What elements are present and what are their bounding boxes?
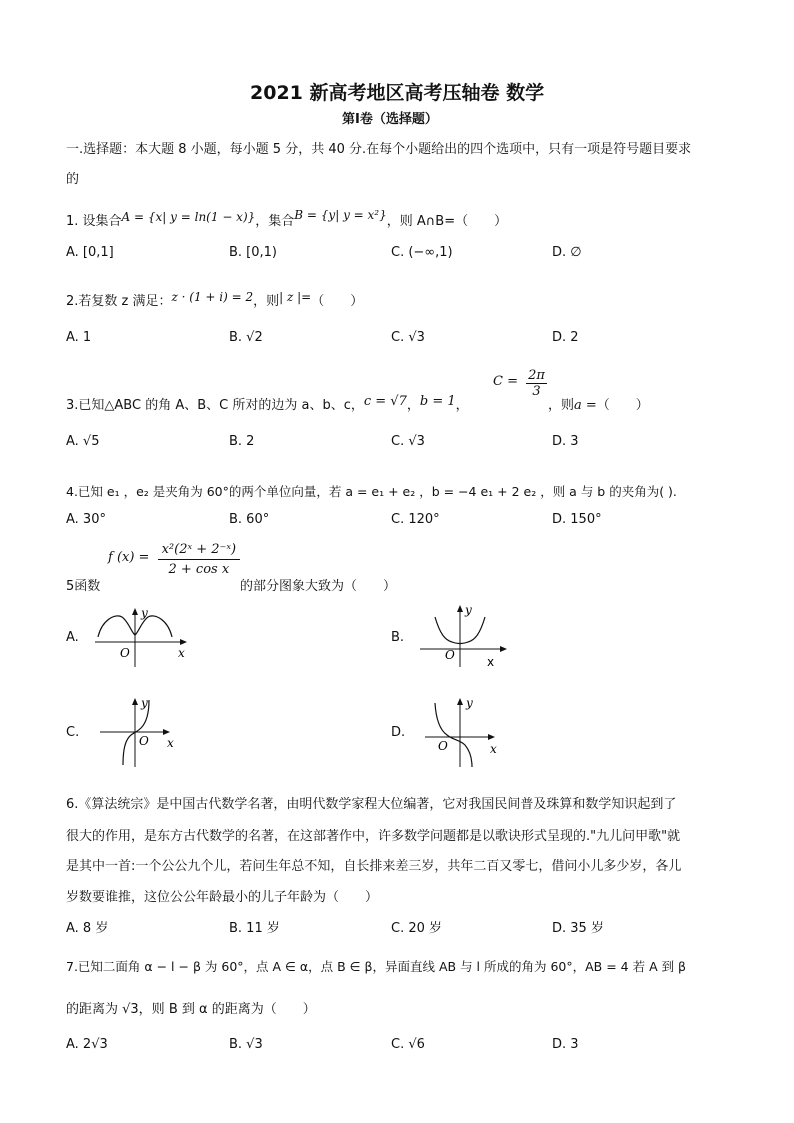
q3-option-b[interactable]: B. 2 <box>229 434 255 449</box>
q5a-x-label: x <box>178 646 185 660</box>
q3-text-3: ， <box>455 398 469 413</box>
question-1 <box>66 210 507 229</box>
q3-option-d[interactable]: D. 3 <box>552 434 579 449</box>
q5d-x-label: x <box>490 742 497 756</box>
q1-set-b: B = {y| y = x²} <box>294 208 387 222</box>
q5-graph-b <box>415 602 525 672</box>
q4-option-b[interactable]: B. 60° <box>229 512 270 527</box>
q6-line-2: 很大的作用，是东方古代数学的名著，在这部著作中，许多数学问题都是以歌诀形式呈现的."九儿问甲歌"就 <box>66 829 681 844</box>
q7-option-d[interactable]: D. 3 <box>552 1037 579 1052</box>
q3-tail <box>548 394 649 413</box>
q1-option-b[interactable]: B. [0,1) <box>229 245 278 260</box>
q3-a-unknown: a = <box>574 398 597 413</box>
q5-option-a[interactable]: A. <box>66 630 79 645</box>
q3-fraction-den: 3 <box>532 384 541 399</box>
q5-graph-c <box>95 695 205 770</box>
q2-text-2: ，则 <box>253 294 280 309</box>
q3-fraction-num: 2π <box>528 368 545 383</box>
q5-graph-d <box>420 695 530 770</box>
q1-text-2: ，集合 <box>255 214 295 229</box>
section-subtitle: 第Ⅰ卷（选择题） <box>342 112 438 127</box>
q7-option-b[interactable]: B. √3 <box>229 1037 263 1052</box>
q6-line-1: 6.《算法统宗》是中国古代数学名著，由明代数学家程大位编著，它对我国民间普及珠算和数学知识起到了 <box>66 797 677 812</box>
q5-graph-a <box>90 605 200 670</box>
q5c-x-label: x <box>167 736 174 750</box>
q2-option-d[interactable]: D. 2 <box>552 330 579 345</box>
q5b-y-label: y <box>465 603 472 617</box>
q3-text-2: ， <box>406 398 420 413</box>
q7-line-2: 的距离为 √3，则 B 到 α 的距离为（ ） <box>66 1002 316 1017</box>
q7-line-1: 7.已知二面角 α − l − β 为 60°，点 A ∈ α，点 B ∈ β，异面直线 AB 与 l 所成的角为 60°，AB = 4 若 A 到 β <box>66 959 687 974</box>
q3-option-c[interactable]: C. √3 <box>391 434 425 449</box>
q1-option-d[interactable]: D. ∅ <box>552 245 582 260</box>
q5-function <box>108 542 240 577</box>
q4-option-d[interactable]: D. 150° <box>552 512 602 527</box>
q3-option-a[interactable]: A. √5 <box>66 434 100 449</box>
q3-b-value: b = 1 <box>419 394 456 409</box>
q5c-origin-label: O <box>139 734 149 748</box>
q6-option-b[interactable]: B. 11 岁 <box>229 921 280 936</box>
q2-modulus: | z |= <box>279 290 312 304</box>
q1-text-3: ，则 A∩B=（ ） <box>386 214 508 229</box>
q1-option-a[interactable]: A. [0,1] <box>66 245 114 260</box>
q2-text-3: （ ） <box>311 294 364 309</box>
question-3 <box>66 368 469 413</box>
q2-option-c[interactable]: C. √3 <box>391 330 425 345</box>
q5-option-d[interactable]: D. <box>391 725 406 740</box>
q5-text-1: 5函数 <box>66 579 101 594</box>
q5-option-b[interactable]: B. <box>391 630 405 645</box>
q6-option-c[interactable]: C. 20 岁 <box>391 921 443 936</box>
q7-option-a[interactable]: A. 2√3 <box>66 1037 108 1052</box>
q3-angle-c <box>493 368 547 399</box>
q3-angle-label: C = <box>493 374 518 389</box>
q5a-y-label: y <box>141 606 148 620</box>
q3-text-5: （ ） <box>596 398 649 413</box>
q2-option-a[interactable]: A. 1 <box>66 330 92 345</box>
q2-equation: z · (1 + i) = 2 <box>171 290 254 304</box>
page-title: 2021 新高考地区高考压轴卷 数学 <box>250 82 545 104</box>
q5c-y-label: y <box>141 696 148 710</box>
section-instructions-line1: 一.选择题：本大题 8 小题，每小题 5 分，共 40 分.在每个小题给出的四个选项中，只有一项是符号题目要求 <box>66 142 692 157</box>
q1-text-1: 1. 设集合 <box>66 214 122 229</box>
q1-set-a: A = {x| y = ln(1 − x)} <box>121 210 256 224</box>
q4-option-a[interactable]: A. 30° <box>66 512 106 527</box>
q1-option-c[interactable]: C. (−∞,1) <box>391 245 453 260</box>
question-4: 4.已知 e₁ ，e₂ 是夹角为 60°的两个单位向量，若 a = e₁ + e₂ ，b = −4 e₁ + 2 e₂ ，则 a 与 b 的夹角为( ). <box>66 484 677 499</box>
q5a-origin-label: O <box>120 646 130 660</box>
q5-option-c[interactable]: C. <box>66 725 80 740</box>
q5d-y-label: y <box>466 696 473 710</box>
section-instructions-line2: 的 <box>66 172 80 187</box>
q7-option-c[interactable]: C. √6 <box>391 1037 425 1052</box>
q5-fraction-den: 2 + cos x <box>168 562 230 577</box>
q5b-x-label: x <box>487 655 495 669</box>
q6-option-d[interactable]: D. 35 岁 <box>552 921 604 936</box>
q5b-origin-label: O <box>445 648 455 662</box>
q2-option-b[interactable]: B. √2 <box>229 330 263 345</box>
q5d-origin-label: O <box>438 739 448 753</box>
q5-text-2: 的部分图象大致为（ ） <box>240 579 397 594</box>
q6-line-3: 是其中一首:一个公公九个儿，若问生年总不知，自长排来差三岁，共年二百又零七，借问小儿多少岁，各儿 <box>66 859 682 874</box>
q2-text-1: 2.若复数 z 满足： <box>66 294 172 309</box>
q6-line-4: 岁数要谁推，这位公公年龄最小的儿子年龄为（ ） <box>66 890 379 905</box>
q4-option-c[interactable]: C. 120° <box>391 512 440 527</box>
q6-option-a[interactable]: A. 8 岁 <box>66 921 109 936</box>
q3-text-1: 3.已知△ABC 的角 A、B、C 所对的边为 a、b、c， <box>66 398 364 413</box>
q3-text-4: ，则 <box>548 398 575 413</box>
question-2 <box>66 290 363 309</box>
q5-fraction-num: x²(2ˣ + 2⁻ˣ) <box>158 542 240 560</box>
q3-c-value: c = √7 <box>363 394 407 409</box>
q5-function-name: f (x) = <box>108 550 150 565</box>
